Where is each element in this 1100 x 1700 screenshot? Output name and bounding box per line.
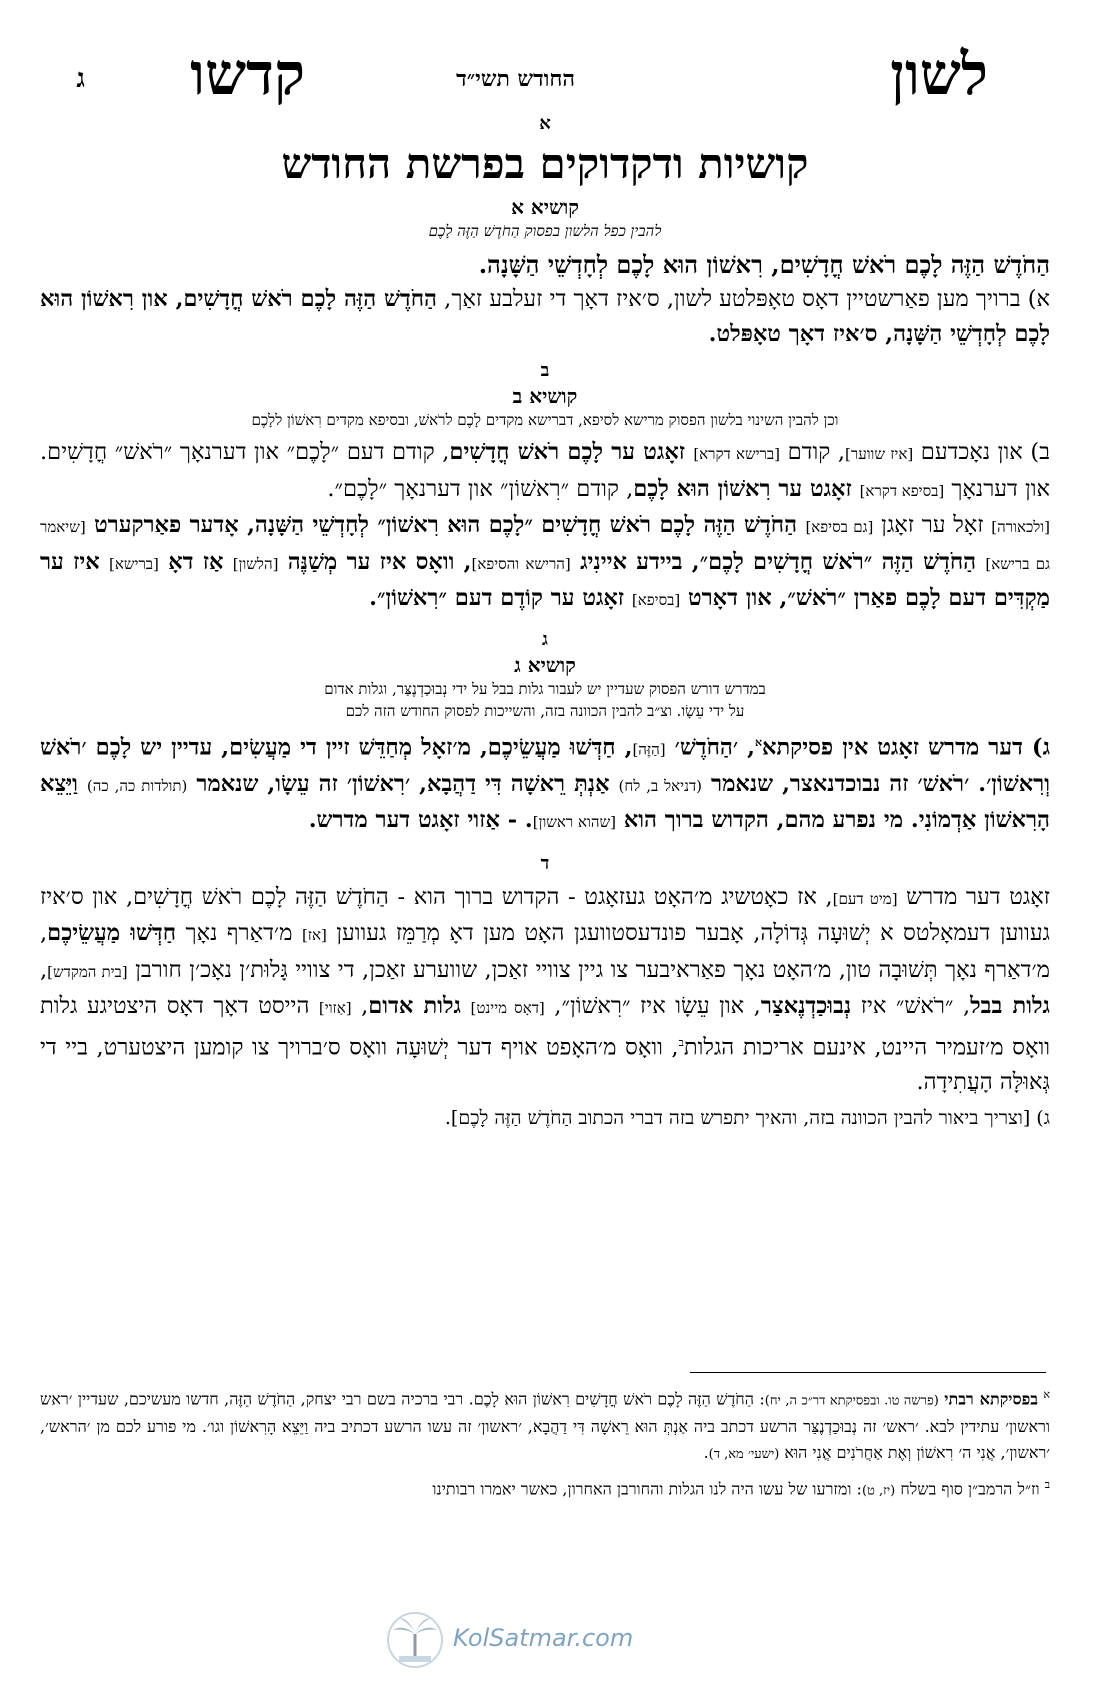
page-number: ג	[76, 64, 85, 94]
pc-5: וַיֵּצֵא הָרִאשׁוֹן אַדְמוֹנִי. מי נפרע מהם, הקדוש ברוך הוא	[40, 770, 1050, 833]
pc-1: ג) דער מדרש זאָגט אין פסיקתא	[762, 734, 1050, 760]
pq-4-note: [שיאמר גם ברישא]	[40, 518, 1050, 573]
paragraph-b	[40, 435, 1050, 508]
pc-3-note: (דניאל ב, לח)	[618, 776, 703, 795]
section-letter-a: א	[539, 113, 551, 134]
palm-tree-logo-icon	[385, 1610, 445, 1670]
pq-6-note: [הרישא והסיפא]	[471, 554, 571, 573]
paragraph-a-text: א) ברויך מען פאַרשטיין דאָס טאָפּלטע לשון, ס׳איז דאָך די זעלבע זאַך,	[437, 286, 1050, 312]
pd-8	[461, 993, 471, 1019]
kushya-2-heading: קושיא ב	[512, 384, 578, 408]
footnote-b	[40, 1472, 1050, 1504]
footnote-a-ref: (פרשה טו. ובפסיקתא דר״כ ה, יח)	[764, 1393, 939, 1409]
kushya-3-subtitle-1: במדרש דורש הפסוק שעדיין יש לעבור גלות בבל על ידי נְבוּכַדְנֶצַּר, וגלות אדום	[324, 679, 766, 698]
pc-2-note: [הַזֶּה]	[632, 740, 666, 758]
pd-7-note: [דאָס מיינט]	[470, 999, 545, 1017]
pd-2-note: [אז]	[301, 926, 327, 944]
pc-6: . - אַזוי זאָגט דער מדרש.	[308, 807, 533, 833]
pc-2: , ׳הַחֹדֶשׁ׳	[665, 734, 755, 760]
pq-2-note: [גם בסיפא]	[805, 518, 874, 536]
kushya-3-subtitle-2: על ידי עֵשָׂו. וצ״ב להבין הכוונה בזה, והשייכות לפסוק החודש הזה לכם	[345, 701, 745, 720]
section-letter-b: ב	[540, 360, 550, 381]
pd-4: , מ׳דאַרף נאָך תְּשׁוּבָה טון, מ׳האָט נאָך פאַראיבער צו גיין צוויי זאַכן, שווערע זאַכן, די צוויי גָּלוּת׳ן נאָכ׳ן חורבן	[40, 920, 1050, 983]
pd-1: זאָגט דער מדרש	[897, 883, 1050, 910]
pc-3: , חַדְּשׁוּ מַעֲשֵׂיכֶם, מ׳זאָל מְחַדֵּשׁ זיין די מַעֲשִׂים, עדיין יש לָכֶם ׳רֹאשׁ וְרִאשׁוֹן׳. ׳רֹאשׁ׳ זה נבוכדנאצר, שנאמר	[40, 734, 1050, 797]
pq-3: הַחֹדֶשׁ הַזֶּה לָכֶם רֹאשׁ חֳדָשִׁים ״לָכֶם הוּא רִאשׁוֹן״ לְחָדְשֵׁי הַשָּׁנָה, אָדער פאַרקערט	[85, 512, 806, 538]
pb-2-note: [ברישא דקרא]	[693, 445, 780, 463]
pq-7: , וואָס איז ער מְשַׁנֶּה	[278, 548, 472, 575]
pb-1-note: [איז שווער]	[845, 445, 914, 463]
kushya-3-heading: קושיא ג	[514, 652, 576, 677]
pq-9: אַז דאָ	[158, 548, 233, 575]
footnote-b-ref: (יז, ט)	[861, 1483, 896, 1499]
paragraph-c	[40, 726, 1050, 840]
footnote-b-end: : ומזרעו של עשו היה לנו הגלות והחורבן האחרון, כאשר יאמרו רבותינו	[432, 1479, 862, 1499]
pd-2: , אז כאָטשיג מ׳האָט געזאָגט - הקדוש ברוך הוא - הַחֹדֶשׁ הַזֶּה לָכֶם רֹאשׁ חֳדָשִׁים, און ס׳איז געווען דעמאָלטס א יְשׁוּעָה גְּדוֹלָה, אָבער פונדעסטוועגן האָט מען דאָ מְרַמֵּז געווען	[40, 883, 1050, 946]
footnotes	[40, 1382, 1050, 1509]
verse-quote: הַחֹדֶשׁ הַזֶּה לָכֶם רֹאשׁ חֳדָשִׁים, רִאשׁוֹן הוּא לָכֶם לְחָדְשֵׁי הַשָּׁנָה.	[478, 250, 1050, 279]
page-title: קושיות ודקדוקים בפרשת החודש	[281, 139, 809, 188]
pd-4-note: [בית המקדש]	[47, 962, 128, 981]
main-content	[40, 112, 1050, 1133]
footnote-divider	[690, 1372, 1046, 1373]
section-letter-d: ד	[540, 852, 550, 874]
pd-1-note: [מיט דעם]	[832, 889, 898, 908]
section-letter-c: ג	[542, 628, 548, 650]
pq-13: זאָגט ער קוֹדֶם דעם ״רִאשׁוֹן״.	[369, 585, 632, 611]
pb-2: , קודם	[780, 439, 845, 465]
note-g: ג) [וצריך ביאור להבין הכוונה בזה, והאיך יתפרש בזה דברי הכתוב הַחֹדֶשׁ הַזֶּה לָכֶם].	[444, 1107, 1050, 1129]
pb-3: זאָגט ער לָכֶם רֹאשׁ חֳדָשִׁים	[449, 439, 694, 465]
footnote-ref-a[interactable]: א	[754, 735, 763, 749]
pb-5: זאָגט ער רִאשׁוֹן הוּא לָכֶם	[633, 475, 860, 502]
pq-12-note: [בסיפא]	[631, 591, 681, 609]
pq-11: איז ער מַקְדִּים דעם לָכֶם פאַרן ״רֹאשׁ״, און דאָרט	[40, 548, 1050, 611]
footnote-a-end: .	[703, 1443, 709, 1463]
kushya-1-heading: קושיא א	[511, 195, 579, 219]
journal-title-kodsho: קדשו	[190, 40, 305, 108]
pq-1: זאָל ער זאָגן	[873, 512, 992, 538]
paragraph-b-question	[40, 508, 1050, 618]
watermark-text: KolSatmar.com	[453, 1624, 634, 1652]
pd-9: ,	[351, 993, 369, 1019]
footnote-ref-b[interactable]: ב	[678, 1035, 684, 1049]
running-header	[50, 42, 1050, 112]
pb-4: , קודם דעם ״לָכֶם״ און דערנאָך ״רֹאשׁ״ חֳדָשִׁים. און דערנאָך	[40, 439, 1050, 502]
pd-5-bold: גלות בבל	[970, 993, 1050, 1019]
issue-label: החודש תשי״ד	[456, 66, 575, 92]
pd-9-note: [אַזוי]	[318, 999, 352, 1017]
pb-6: , קודם ״רִאשׁוֹן״ און דערנאָך ״לָכֶם״.	[327, 475, 634, 502]
pd-5: ,	[40, 956, 48, 983]
footnote-a-text: : הַחֹדֶשׁ הַזֶּה לָכֶם רֹאשׁ חֳדָשִׁים רִאשׁוֹן הוּא לָכֶם. רבי ברכיה בשם רבי יצחק, הַחֹדֶשׁ הַזֶּה, חדשו מעשיכם, שעדיין ׳ראש וראשון׳ עתידין לבא. ׳ראש׳ זה נְבוּכַדְנֶצַּר הרשע דכתב ביה אַנְתְּ הוּא רֵאשָׁה דִּי דַהֲבָא, ׳ראשון׳ זה עשו הרשע דכתיב ביה וַיֵּצֵא הָרִאשׁוֹן וגו׳. מי פורע לכם מן ׳הראש׳, ׳ראשון׳, אֲנִי ה׳ רִאשׁוֹן וְאֶת אַחֲרֹנִים אֲנִי הוּא	[40, 1389, 1050, 1463]
pd-10: הייסט דאָך דאָס היצטיגע גלות וואָס מ׳זעמיר היינט, אינעם אריכות הגלות	[40, 993, 1050, 1060]
journal-title-lashon: לשון	[890, 40, 988, 108]
kushya-2-subtitle: וכן להבין השינוי בלשון הפסוק מרישא לסיפא, דברישא מקדים לָכֶם לרֹאשׁ, ובסיפא מקדים רִאשׁוֹן ללָכֶם	[251, 411, 839, 429]
paragraph-a	[40, 282, 1050, 351]
footnote-a	[40, 1382, 1050, 1468]
pq-5: הַחֹדֶשׁ הַזֶּה ״רֹאשׁ חֳדָשִׁים לָכֶם״, ביידע איינִיג	[570, 548, 986, 575]
pd-6: , ״רֹאשׁ״ איז	[851, 993, 971, 1019]
footnote-b-text: וז״ל הרמב״ן סוף בשלח	[895, 1479, 1040, 1499]
pb-4-note: [בסיפא דקרא]	[859, 481, 945, 500]
pq-8-note: [הלשון]	[232, 554, 279, 573]
pc-4-note: (תולדות כה, כה)	[86, 776, 188, 795]
pd-8-bold: גלות אדום	[368, 993, 461, 1019]
pd-3-bold: חַדְּשׁוּ מַעֲשֵׂיכֶם	[47, 920, 177, 946]
pd-6-bold: נְבוּכַדְנֶאצַר	[760, 993, 852, 1019]
paragraph-a-bold: הַחֹדֶשׁ הַזֶּה לָכֶם רֹאשׁ חֳדָשִׁים, און רִאשׁוֹן הוּא לָכֶם לְחָדְשֵׁי הַשָּׁנָה, ס׳איז דאָך טאָפּלט.	[40, 286, 1050, 347]
pc-5-note: [שהוא ראשון]	[532, 813, 616, 831]
footnote-a-mark: א	[1043, 1388, 1050, 1401]
pd-3: מ׳דאַרף נאָך	[176, 920, 302, 946]
watermark	[385, 1610, 645, 1670]
pc-4: אַנְתְּ רֵאשָׁה דִּי דַהֲבָא, ׳רִאשׁוֹן׳ זה עֵשָׂו, שנאמר	[187, 770, 619, 797]
pq-10-note: [ברישא]	[109, 554, 159, 573]
pd-11: , וואָס מ׳האָפט אויף דער יְשׁוּעָה וואָס ס׳ברויך צו קומען היצטערט, ביי די גְּאוּלָּה הָעֲתִידָה.	[40, 1034, 1050, 1095]
pq-1-note: [ולכאורה]	[991, 518, 1051, 536]
kushya-1-subtitle: להבין כפל הלשון בפסוק הַחֹדֶשׁ הַזֶּה לָכֶם	[428, 222, 662, 240]
footnote-b-mark: ב	[1044, 1478, 1050, 1492]
footnote-a-ref2: (ישעי׳ מא, ד)	[708, 1447, 780, 1463]
pb-1: ב) און נאָכדעם	[913, 439, 1050, 465]
paragraph-d	[40, 880, 1050, 1100]
pd-7: , און עֵשָׂו איז ״רִאשׁוֹן״,	[544, 993, 761, 1019]
footnote-a-title: בפסיקתא רבתי	[944, 1389, 1038, 1409]
